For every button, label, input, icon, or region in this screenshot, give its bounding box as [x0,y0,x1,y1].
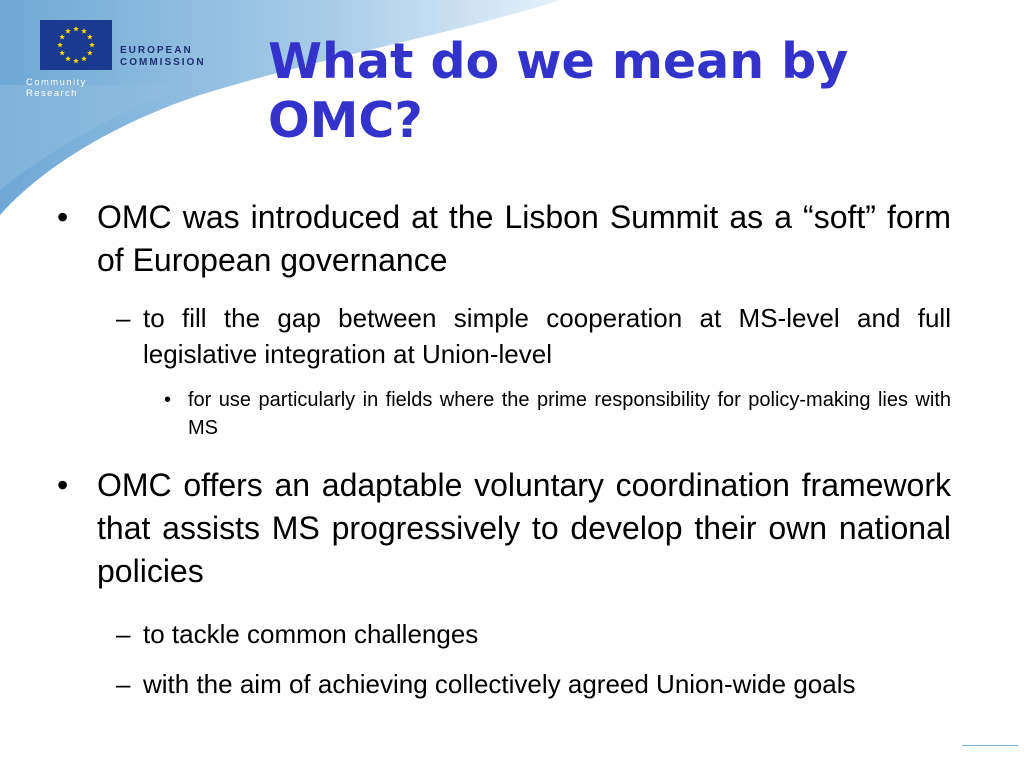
bullet-level-2 [116,616,951,652]
bullet-level-2 [116,666,951,702]
bullet-text: for use particularly in fields where the prime responsibility for policy-making lies with MS [188,389,951,439]
flag-star [59,50,65,55]
flag-star [59,34,65,39]
bullet-level-1 [57,464,951,593]
bullet-marker: – [116,303,131,333]
bullet-text: to tackle common challenges [143,619,479,649]
slide-title: What do we mean by OMC? [268,33,849,149]
flag-star [73,26,79,31]
flag-star [89,42,95,47]
flag-star [65,56,71,61]
eu-flag-icon [40,20,112,70]
flag-star [81,28,87,33]
bullet-marker: • [57,467,69,503]
bullet-level-2 [116,300,951,372]
logo-line-2: COMMISSION [120,57,206,68]
bullet-text: with the aim of achieving collectively agreed Union-wide goals [143,669,856,699]
flag-star [81,56,87,61]
flag-star [57,42,63,47]
logo-subtitle: Community Research [26,77,87,99]
european-commission-logo-text [120,45,206,69]
footer-rule [962,745,1018,746]
flag-star [87,50,93,55]
bullet-text: OMC was introduced at the Lisbon Summit as a “soft” form of European governance [97,199,951,278]
bullet-marker: • [164,389,172,411]
bullet-level-3 [164,386,951,442]
bullet-level-1 [57,196,951,282]
bullet-marker: – [116,669,131,699]
bullet-text: OMC offers an adaptable voluntary coordination framework that assists MS progressively to develop their own national policies [97,467,951,589]
flag-star [65,28,71,33]
logo-line-1: EUROPEAN [120,45,193,56]
flag-star [73,58,79,63]
bullet-marker: • [57,199,69,235]
bullet-marker: – [116,619,131,649]
bullet-text: to fill the gap between simple cooperation at MS-level and full legislative integration at Union-level [143,303,951,369]
flag-star [87,34,93,39]
